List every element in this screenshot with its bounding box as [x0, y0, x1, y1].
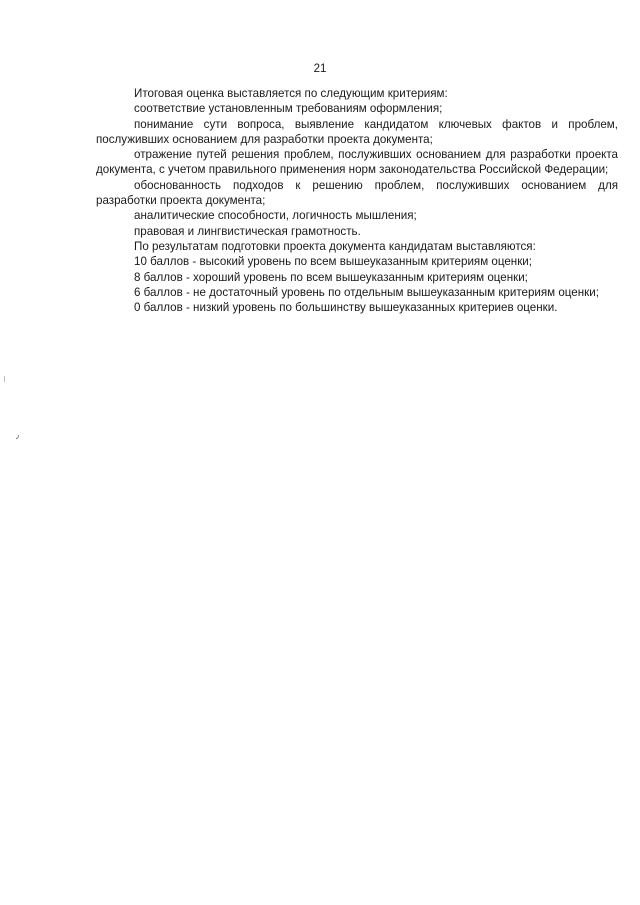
paragraph: 8 баллов - хороший уровень по всем вышеуказанным критериям оценки; [134, 270, 528, 284]
paragraph: 0 баллов - низкий уровень по большинству вышеуказанных критериев оценки. [134, 301, 558, 315]
paragraph: правовая и лингвистическая грамотность. [134, 224, 361, 238]
page-number: 21 [313, 63, 327, 75]
paragraph: аналитические способности, логичность мышления; [134, 209, 417, 223]
scan-line-mark [4, 376, 5, 382]
paragraph: понимание сути вопроса, выявление кандидатом ключевых фактов и проблем, послуживших основанием для разработки проекта документа; [96, 117, 618, 146]
paragraph: соответствие установленным требованиям оформления; [134, 102, 443, 116]
paragraph: обоснованность подходов к решению проблем, послуживших основанием для разработки проекта документа; [96, 178, 618, 208]
paragraph: По результатам подготовки проекта документа кандидатам выставляются: [134, 239, 536, 253]
paragraph: Итоговая оценка выставляется по следующим критериям: [134, 87, 448, 100]
paragraph: 6 баллов - не достаточный уровень по отдельным вышеуказанным критериям оценки; [134, 285, 599, 299]
scan-mark: ٫ [16, 430, 19, 440]
document-body [96, 86, 618, 315]
paragraph: отражение путей решения проблем, послуживших основанием для разработки проекта документа, с учетом правильного применения норм законодательства Российской Федерации; [96, 148, 618, 177]
paragraph: 10 баллов - высокий уровень по всем вышеуказанным критериям оценки; [134, 255, 532, 269]
